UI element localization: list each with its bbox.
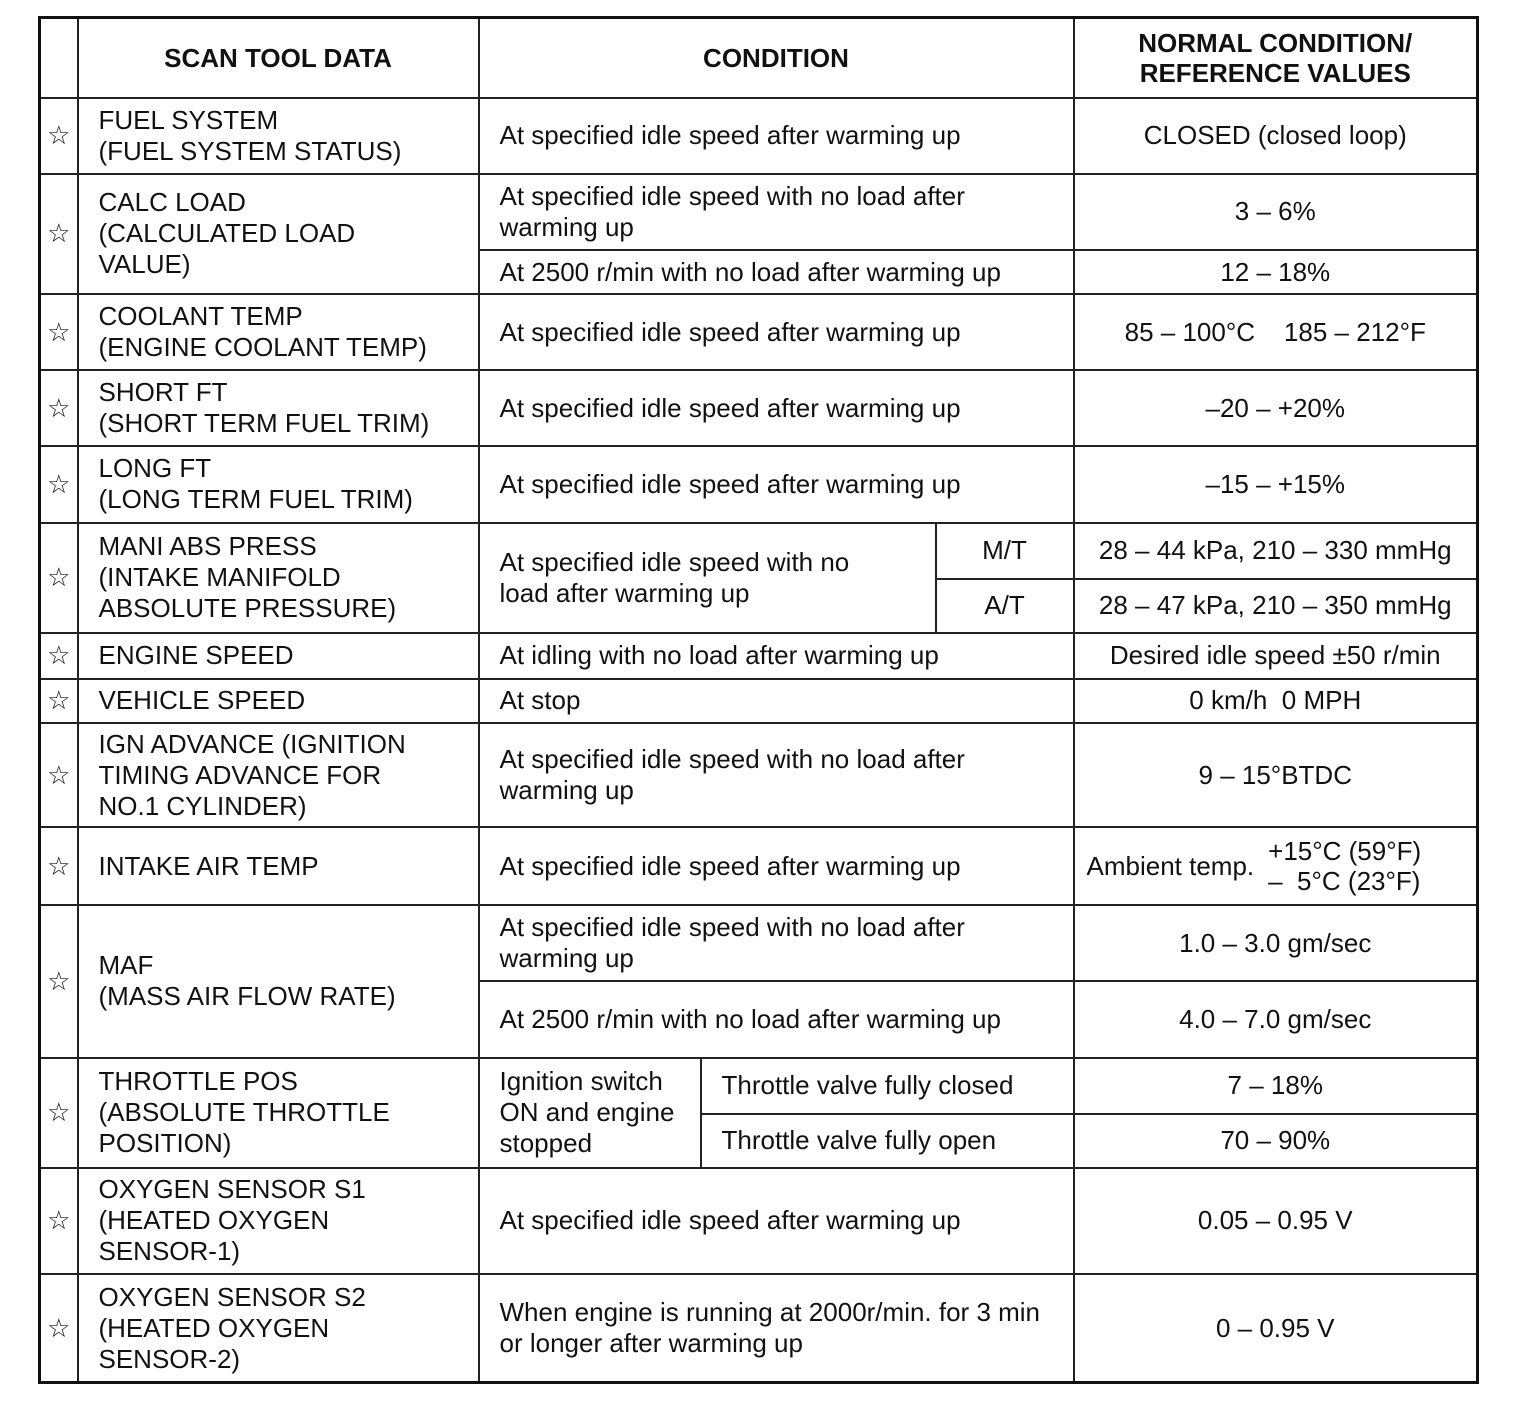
- value-cell: 3 – 6%: [1074, 174, 1478, 250]
- data-name-cell: CALC LOAD (CALCULATED LOAD VALUE): [78, 174, 479, 294]
- condition-cell: At 2500 r/min with no load after warming up: [479, 250, 1074, 294]
- star-icon: ☆: [40, 174, 78, 294]
- value-cell: 12 – 18%: [1074, 250, 1478, 294]
- ambient-temp-plus: +15°C (59°F): [1268, 836, 1422, 867]
- data-name-cell: SHORT FT (SHORT TERM FUEL TRIM): [78, 370, 479, 446]
- table-row: [40, 523, 1478, 579]
- condition-cell: At 2500 r/min with no load after warming up: [479, 981, 1074, 1057]
- star-icon: ☆: [40, 446, 78, 522]
- table-row: [40, 294, 1478, 370]
- value-cell: 85 – 100°C 185 – 212°F: [1074, 294, 1478, 370]
- star-icon: ☆: [40, 294, 78, 370]
- value-cell: –20 – +20%: [1074, 370, 1478, 446]
- ambient-temp-label: Ambient temp.: [1086, 850, 1255, 881]
- star-icon: ☆: [40, 633, 78, 679]
- condition-cell: At specified idle speed with no load after warming up: [479, 174, 1074, 250]
- condition-cell: At stop: [479, 679, 1074, 723]
- table-row: [40, 1274, 1478, 1382]
- table-row: [40, 98, 1478, 174]
- ambient-temp-minus: – 5°C (23°F): [1268, 866, 1421, 897]
- condition-cell: At specified idle speed after warming up: [479, 98, 1074, 174]
- data-name-cell: MANI ABS PRESS (INTAKE MANIFOLD ABSOLUTE PRESSURE): [78, 523, 479, 633]
- value-cell: 7 – 18%: [1074, 1058, 1478, 1114]
- data-name-cell: FUEL SYSTEM (FUEL SYSTEM STATUS): [78, 98, 479, 174]
- value-cell: 28 – 47 kPa, 210 – 350 mmHg: [1074, 579, 1478, 633]
- star-icon: ☆: [40, 370, 78, 446]
- value-cell: 9 – 15°BTDC: [1074, 723, 1478, 827]
- condition-cell: At specified idle speed after warming up: [479, 1168, 1074, 1274]
- star-icon: ☆: [40, 723, 78, 827]
- value-cell: 0 – 0.95 V: [1074, 1274, 1478, 1382]
- table-row: [40, 827, 1478, 905]
- condition-cell: At idling with no load after warming up: [479, 633, 1074, 679]
- data-name-cell: MAF (MASS AIR FLOW RATE): [78, 905, 479, 1057]
- header-normal-line2: REFERENCE VALUES: [1139, 57, 1411, 88]
- value-cell: Desired idle speed ±50 r/min: [1074, 633, 1478, 679]
- condition-cell: At specified idle speed after warming up: [479, 446, 1074, 522]
- table-row: [40, 446, 1478, 522]
- table-row: [40, 370, 1478, 446]
- transmission-at-label: A/T: [936, 579, 1074, 633]
- condition-cell: At specified idle speed with no load after warming up: [479, 523, 936, 633]
- table-row: [40, 723, 1478, 827]
- header-scan-tool-data: SCAN TOOL DATA: [78, 18, 479, 98]
- value-cell: –15 – +15%: [1074, 446, 1478, 522]
- star-icon: ☆: [40, 679, 78, 723]
- data-name-cell: THROTTLE POS (ABSOLUTE THROTTLE POSITION): [78, 1058, 479, 1168]
- throttle-closed-condition: Throttle valve fully closed: [701, 1058, 1074, 1114]
- data-name-cell: LONG FT (LONG TERM FUEL TRIM): [78, 446, 479, 522]
- header-normal-line1: NORMAL CONDITION/: [1138, 27, 1413, 58]
- star-icon: ☆: [40, 1274, 78, 1382]
- value-cell: 4.0 – 7.0 gm/sec: [1074, 981, 1478, 1057]
- star-icon: ☆: [40, 1058, 78, 1168]
- table-row: [40, 679, 1478, 723]
- condition-cell: At specified idle speed after warming up: [479, 827, 1074, 905]
- condition-cell: When engine is running at 2000r/min. for 3 min or longer after warming up: [479, 1274, 1074, 1382]
- data-name-cell: OXYGEN SENSOR S1 (HEATED OXYGEN SENSOR-1): [78, 1168, 479, 1274]
- data-name-cell: ENGINE SPEED: [78, 633, 479, 679]
- data-name-cell: OXYGEN SENSOR S2 (HEATED OXYGEN SENSOR-2): [78, 1274, 479, 1382]
- data-name-cell: COOLANT TEMP (ENGINE COOLANT TEMP): [78, 294, 479, 370]
- ambient-temp-range: [1268, 836, 1421, 896]
- table-row: [40, 633, 1478, 679]
- star-icon: ☆: [40, 1168, 78, 1274]
- star-icon: ☆: [40, 523, 78, 633]
- condition-cell: Ignition switch ON and engine stopped: [479, 1058, 701, 1168]
- value-cell: 28 – 44 kPa, 210 – 330 mmHg: [1074, 523, 1478, 579]
- header-star: [40, 18, 78, 98]
- scan-tool-data-table: [38, 16, 1479, 1384]
- header-condition: CONDITION: [479, 18, 1074, 98]
- data-name-cell: VEHICLE SPEED: [78, 679, 479, 723]
- throttle-open-condition: Throttle valve fully open: [701, 1114, 1074, 1168]
- table-row: [40, 1058, 1478, 1114]
- table-row: [40, 1168, 1478, 1274]
- star-icon: ☆: [40, 827, 78, 905]
- data-name-cell: INTAKE AIR TEMP: [78, 827, 479, 905]
- header-normal-condition: [1074, 18, 1478, 98]
- condition-cell: At specified idle speed with no load after warming up: [479, 723, 1074, 827]
- value-cell: 70 – 90%: [1074, 1114, 1478, 1168]
- value-cell: 0.05 – 0.95 V: [1074, 1168, 1478, 1274]
- header-row: [40, 18, 1478, 98]
- condition-cell: At specified idle speed after warming up: [479, 294, 1074, 370]
- transmission-mt-label: M/T: [936, 523, 1074, 579]
- data-name-cell: IGN ADVANCE (IGNITION TIMING ADVANCE FOR NO.1 CYLINDER): [78, 723, 479, 827]
- condition-cell: At specified idle speed with no load after warming up: [479, 905, 1074, 981]
- table-row: [40, 905, 1478, 981]
- intake-air-temp-value: [1085, 836, 1471, 896]
- value-cell: CLOSED (closed loop): [1074, 98, 1478, 174]
- condition-cell: At specified idle speed after warming up: [479, 370, 1074, 446]
- star-icon: ☆: [40, 905, 78, 1057]
- star-icon: ☆: [40, 98, 78, 174]
- value-cell: 1.0 – 3.0 gm/sec: [1074, 905, 1478, 981]
- table-row: [40, 174, 1478, 250]
- value-cell: 0 km/h 0 MPH: [1074, 679, 1478, 723]
- value-cell: [1074, 827, 1478, 905]
